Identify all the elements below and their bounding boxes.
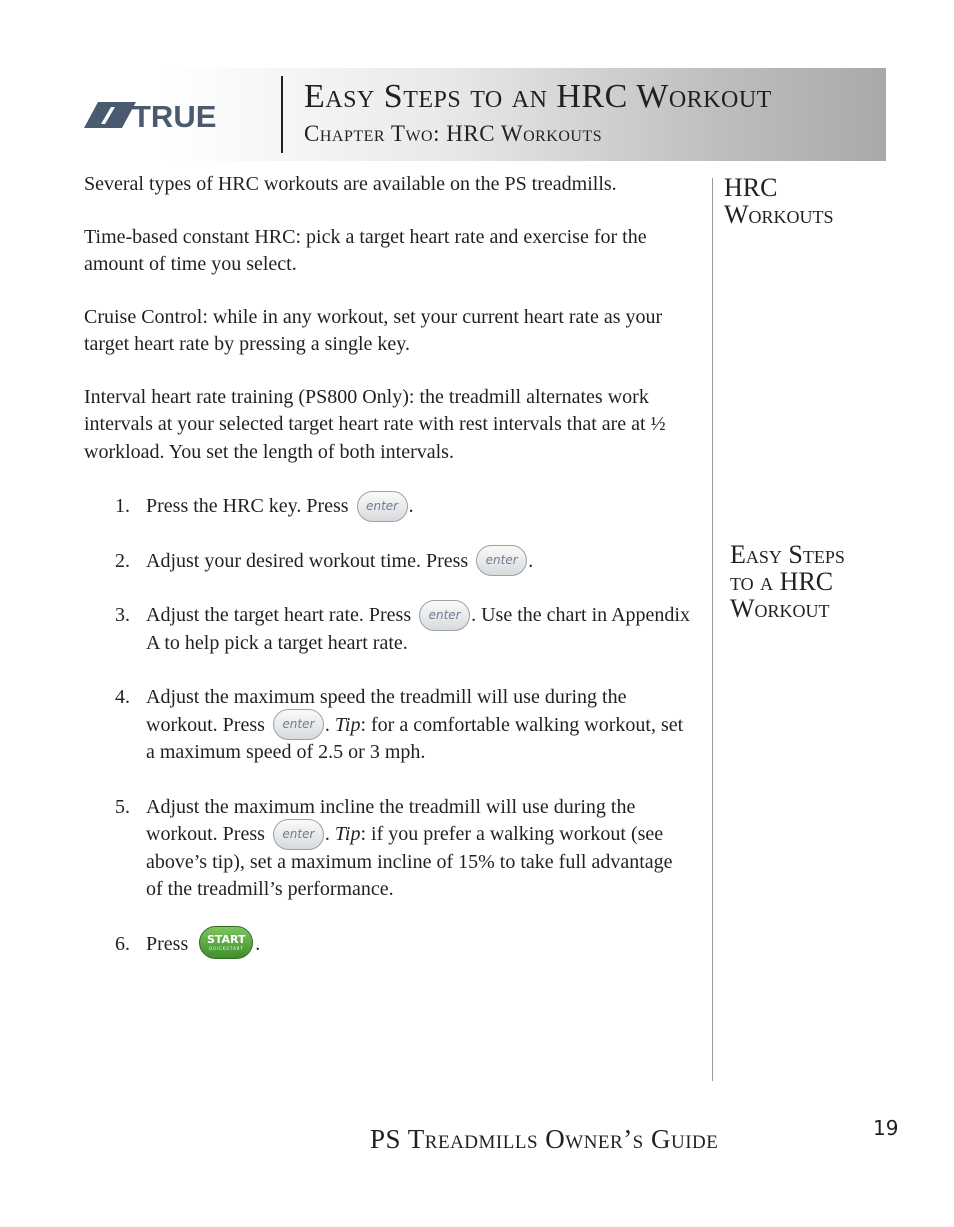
sidebar-heading-line: Workout bbox=[730, 594, 830, 623]
page-title: Easy Steps to an HRC Workout bbox=[304, 78, 772, 115]
intro-paragraph: Several types of HRC workouts are available on the PS treadmills. bbox=[84, 173, 617, 195]
step-text: . Use the chart in Appendix A to help pick a target heart rate. bbox=[146, 604, 690, 654]
step-number: 5. bbox=[115, 795, 130, 818]
step-text: . bbox=[324, 823, 330, 845]
sidebar-divider bbox=[712, 178, 713, 1081]
main-content bbox=[84, 171, 694, 985]
step-text: . bbox=[324, 713, 330, 736]
step-text: Adjust the target heart rate. Press bbox=[146, 604, 412, 626]
step-text: . bbox=[408, 495, 414, 517]
step-text: . bbox=[255, 932, 261, 955]
step-item bbox=[84, 602, 694, 657]
step-text: Press bbox=[146, 932, 189, 955]
enter-key-icon: enter bbox=[357, 491, 408, 522]
step-text: Adjust your desired workout time. Press bbox=[146, 549, 469, 572]
tip-text: : if you prefer a walking workout (see above’s tip), set a maximum incline of 15% to take full advantage of the treadmill’s performance. bbox=[146, 823, 673, 900]
start-key-sublabel: QUICKSTART bbox=[208, 946, 244, 952]
sidebar-heading-line: Easy Steps bbox=[730, 540, 845, 569]
step-item bbox=[84, 548, 694, 576]
sidebar-heading-easy-steps bbox=[730, 541, 845, 622]
sidebar-heading-hrc-workouts bbox=[724, 174, 834, 228]
true-logo bbox=[84, 102, 254, 128]
sidebar-heading-line: HRC bbox=[724, 173, 778, 202]
enter-key-icon: enter bbox=[419, 600, 470, 631]
chapter-subtitle: Chapter Two: HRC Workouts bbox=[304, 121, 603, 146]
footer-guide-title: PS Treadmills Owner’s Guide bbox=[370, 1124, 719, 1154]
step-item bbox=[84, 794, 694, 904]
step-number: 1. bbox=[115, 495, 130, 517]
intro-paragraph: Time-based constant HRC: pick a target heart rate and exercise for the amount of time you select. bbox=[84, 225, 647, 275]
step-item bbox=[84, 684, 694, 767]
tip-text: : for a comfortable walking workout, set a maximum speed of 2.5 or 3 mph. bbox=[146, 713, 684, 763]
step-text: Adjust the maximum incline the treadmill will use during the workout. Press bbox=[146, 795, 636, 845]
header-divider bbox=[281, 76, 283, 153]
logo-wordmark: TRUE bbox=[132, 102, 217, 128]
start-key-icon bbox=[199, 926, 253, 959]
enter-key-icon: enter bbox=[476, 545, 527, 576]
step-item bbox=[84, 931, 694, 959]
tip-label: Tip bbox=[334, 713, 361, 736]
step-number: 6. bbox=[115, 932, 130, 955]
step-item bbox=[84, 493, 694, 521]
sidebar-heading-line: Workouts bbox=[724, 200, 834, 229]
enter-key-icon: enter bbox=[273, 709, 324, 740]
sidebar-heading-line: to a HRC bbox=[730, 567, 834, 596]
step-text: Adjust the maximum speed the treadmill will use during the workout. Press bbox=[146, 686, 627, 736]
step-number: 2. bbox=[115, 549, 130, 572]
intro-paragraph: Interval heart rate training (PS800 Only): the treadmill alternates work intervals at your selected target heart rate with rest intervals that are at ½ workload. You set the length of both intervals. bbox=[84, 385, 666, 463]
page-number: 19 bbox=[873, 1116, 899, 1140]
start-key-label: START bbox=[206, 933, 246, 947]
steps-list bbox=[84, 493, 694, 958]
step-text: Press the HRC key. Press bbox=[146, 495, 349, 517]
intro-paragraph: Cruise Control: while in any workout, set your current heart rate as your target heart rate by pressing a single key. bbox=[84, 305, 663, 355]
page-header bbox=[84, 68, 886, 161]
tip-label: Tip bbox=[334, 823, 361, 845]
step-number: 3. bbox=[115, 604, 130, 626]
step-text: . bbox=[528, 549, 534, 572]
step-number: 4. bbox=[115, 686, 130, 708]
enter-key-icon: enter bbox=[273, 819, 324, 850]
